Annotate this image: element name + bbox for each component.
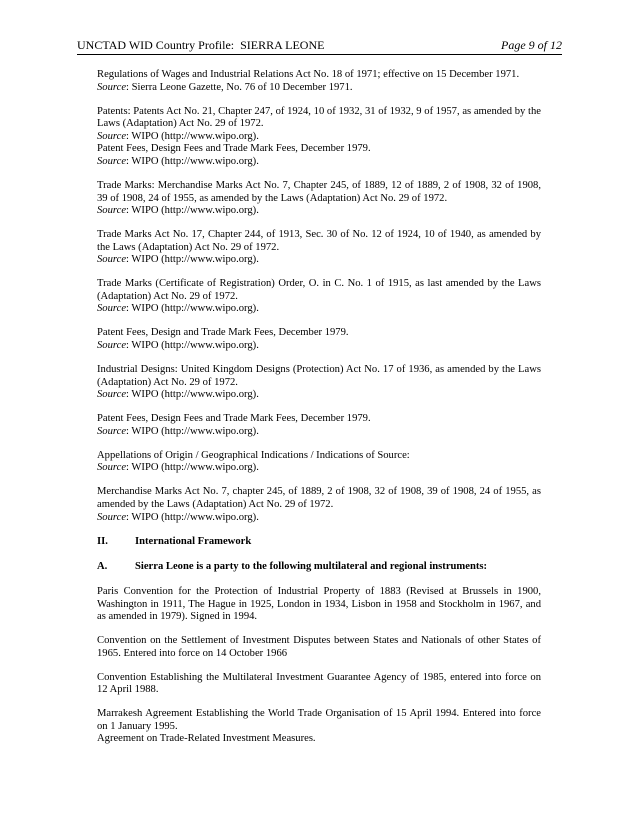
subsection-number: A.	[97, 560, 108, 572]
source-label: Source	[97, 462, 127, 474]
source-line	[97, 426, 541, 439]
legislation-entry	[97, 229, 541, 267]
entry-text: Trade Marks: Merchandise Marks Act No. 7, Chapter 245, of 1889, 12 of 1889, 2 of 1908, 32 of 1908, 39 of 1908, 24 of 1955, as amended by the Laws (Adaptation) Act No. 29 of 1972.	[97, 179, 541, 204]
entry-text: Appellations of Origin / Geographical Indications / Indications of Source:	[97, 449, 410, 461]
document-body	[97, 69, 541, 757]
entry-text: Agreement on Trade-Related Investment Measures.	[97, 733, 316, 745]
source-text: : WIPO (http://www.wipo.org).	[126, 462, 259, 474]
entry-text: Trade Marks (Certificate of Registration) Order, O. in C. No. 1 of 1915, as last amended by the Laws (Adaptation) Act No. 29 of 1972.	[97, 278, 541, 302]
source-label: Source	[97, 254, 127, 266]
instrument-entry	[97, 586, 541, 624]
legislation-entry	[97, 278, 541, 316]
source-label: Source	[97, 155, 127, 167]
entry-text: Convention on the Settlement of Investment Disputes between States and Nationals of other States of 1965. Entered into force on 14 October 1966	[97, 635, 541, 659]
legislation-entry	[97, 364, 541, 402]
source-text: : Sierra Leone Gazette, No. 76 of 10 December 1971.	[126, 81, 353, 93]
source-text: : WIPO (http://www.wipo.org).	[126, 425, 259, 437]
source-label: Source	[97, 425, 127, 437]
source-line	[97, 462, 541, 475]
source-label: Source	[97, 130, 127, 142]
legislation-entry	[97, 69, 541, 94]
legislation-entry	[97, 450, 541, 475]
instrument-entry	[97, 635, 541, 660]
entry-text: Merchandise Marks Act No. 7, chapter 245, of 1889, 2 of 1908, 32 of 1908, 39 of 1908, 24 of 1955, as amended by the Laws (Adaptation) Act No. 29 of 1972.	[97, 486, 541, 510]
source-label: Source	[97, 389, 127, 401]
source-text: : WIPO (http://www.wipo.org).	[126, 205, 259, 217]
source-label: Source	[97, 205, 127, 217]
source-text: : WIPO (http://www.wipo.org).	[126, 254, 259, 266]
page-header	[77, 38, 562, 55]
legislation-entry	[97, 106, 541, 169]
header-title: UNCTAD WID Country Profile: SIERRA LEONE	[77, 38, 325, 52]
page-number: Page 9 of 12	[501, 38, 562, 52]
source-line	[97, 82, 541, 95]
entry-text: Regulations of Wages and Industrial Relations Act No. 18 of 1971; effective on 15 December 1971.	[97, 69, 520, 80]
source-text: : WIPO (http://www.wipo.org).	[126, 303, 259, 315]
entry-text: Convention Establishing the Multilateral Investment Guarantee Agency of 1985, entered into force on 12 April 1988.	[97, 671, 541, 696]
instrument-entry	[97, 708, 541, 746]
entry-text: Patent Fees, Design Fees and Trade Mark Fees, December 1979.	[97, 143, 371, 155]
source-text: : WIPO (http://www.wipo.org).	[126, 340, 259, 352]
source-label: Source	[97, 511, 127, 523]
entry-text: Patents: Patents Act No. 21, Chapter 247, of 1924, 10 of 1932, 31 of 1932, 9 of 1957, as amended by the Laws (Adaptation) Act No. 29 of 1972.	[97, 105, 541, 130]
instrument-list	[97, 586, 541, 746]
source-line	[97, 205, 541, 218]
source-label: Source	[97, 340, 127, 352]
source-line	[97, 303, 541, 316]
subsection-heading	[97, 561, 541, 574]
source-line	[97, 512, 541, 525]
source-label: Source	[97, 303, 127, 315]
entry-text: Patent Fees, Design and Trade Mark Fees, December 1979.	[97, 327, 349, 339]
subsection-title: Sierra Leone is a party to the following multilateral and regional instruments:	[135, 560, 488, 572]
section-number: II.	[97, 535, 108, 547]
entry-text: Patent Fees, Design Fees and Trade Mark Fees, December 1979.	[97, 413, 371, 425]
source-line	[97, 389, 541, 402]
section-heading	[97, 536, 541, 549]
source-line	[97, 340, 541, 353]
source-text: : WIPO (http://www.wipo.org).	[126, 511, 259, 523]
legislation-entry	[97, 327, 541, 352]
legislation-entry	[97, 413, 541, 438]
legislation-entry	[97, 486, 541, 524]
legislation-entry	[97, 180, 541, 218]
source-line	[97, 156, 541, 169]
entry-text: Trade Marks Act No. 17, Chapter 244, of 1913, Sec. 30 of No. 12 of 1924, 10 of 1940, as amended by the Laws (Adaptation) Act No. 29 of 1972.	[97, 229, 541, 253]
source-line	[97, 131, 541, 144]
legislation-list	[97, 69, 541, 524]
instrument-entry	[97, 672, 541, 697]
source-text: : WIPO (http://www.wipo.org).	[126, 130, 259, 142]
source-text: : WIPO (http://www.wipo.org).	[126, 389, 259, 401]
entry-text: Marrakesh Agreement Establishing the World Trade Organisation of 15 April 1994. Entered into force on 1 January 1995.	[97, 708, 541, 732]
entry-text: Paris Convention for the Protection of Industrial Property of 1883 (Revised at Brussels in 1900, Washington in 1911, The Hague in 1925, London in 1934, Lisbon in 1958 and Stockholm in 1967, and as amended in 1979). Signed in 1994.	[97, 585, 541, 623]
entry-text: Industrial Designs: United Kingdom Designs (Protection) Act No. 17 of 1936, as amended by the Laws (Adaptation) Act No. 29 of 1972.	[97, 364, 541, 388]
source-label: Source	[97, 81, 127, 93]
source-line	[97, 254, 541, 267]
section-title: International Framework	[135, 535, 252, 547]
source-text: : WIPO (http://www.wipo.org).	[126, 155, 259, 167]
